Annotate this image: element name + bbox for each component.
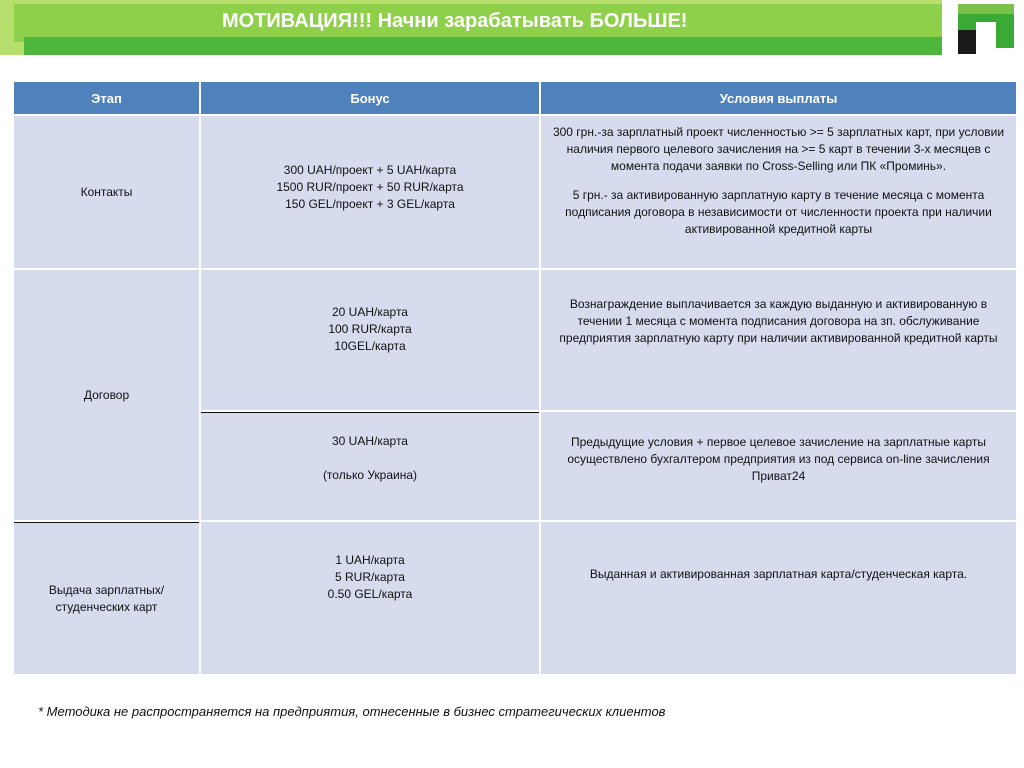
column-header-conditions: Условия выплаты bbox=[541, 82, 1016, 114]
header-banner bbox=[0, 0, 1024, 56]
conditions-cell bbox=[541, 270, 1016, 410]
column-header-stage: Этап bbox=[14, 82, 199, 114]
privatbank-logo-icon bbox=[952, 0, 1024, 60]
conditions-text: 300 грн.-за зарплатный проект численностью >= 5 зарплатных карт, при условии наличия первого целевого зачисления на >= 5 карт в течении 3-х месяцев с момента подачи заявки по Cross-Selling или ПК «Проминь». bbox=[552, 125, 1005, 173]
stage-label: Выдача зарплатных/ студенческих карт bbox=[48, 582, 165, 614]
conditions-text: 5 грн.- за активированную зарплатную карту в течение месяца с момента подписания договора в независимости от численности проекта при наличии активированной кредитной карты bbox=[565, 188, 992, 236]
bonus-line: 10GEL/карта bbox=[334, 339, 406, 353]
bonus-line: 1500 RUR/проект + 50 RUR/карта bbox=[276, 180, 464, 194]
bonus-line: 100 RUR/карта bbox=[328, 322, 412, 336]
stage-label: Договор bbox=[83, 387, 130, 402]
bonus-cell bbox=[201, 270, 539, 410]
banner-band-dark bbox=[24, 37, 942, 55]
stage-cell bbox=[14, 522, 199, 674]
conditions-text: Выданная и активированная зарплатная карта/студенческая карта. bbox=[589, 567, 968, 581]
motivation-table bbox=[12, 80, 1018, 676]
stage-cell bbox=[14, 270, 199, 520]
table-header-row bbox=[14, 82, 1016, 114]
bonus-line: 1 UAH/карта bbox=[335, 553, 405, 567]
table-row bbox=[14, 116, 1016, 268]
conditions-cell bbox=[541, 522, 1016, 674]
column-header-bonus: Бонус bbox=[201, 82, 539, 114]
bonus-line: 300 UAH/проект + 5 UAH/карта bbox=[283, 163, 457, 177]
bonus-line: 150 GEL/проект + 3 GEL/карта bbox=[285, 197, 455, 211]
table-row bbox=[14, 270, 1016, 410]
bonus-line: 30 UAH/карта bbox=[332, 434, 408, 448]
bonus-note: (только Украина) bbox=[322, 468, 418, 482]
bonus-cell bbox=[201, 412, 539, 520]
page-title: МОТИВАЦИЯ!!! Начни зарабатывать БОЛЬШЕ! bbox=[222, 10, 688, 32]
table-row bbox=[14, 522, 1016, 674]
conditions-text: Предыдущие условия + первое целевое зачисление на зарплатные карты осуществлено бухгалтером предприятия из под сервиса on-line зачисления Приват24 bbox=[567, 435, 990, 483]
bonus-line: 20 UAH/карта bbox=[332, 305, 408, 319]
bonus-cell bbox=[201, 522, 539, 674]
footnote: * Методика не распространяется на предприятия, отнесенные в бизнес стратегических клиентов bbox=[38, 704, 666, 719]
bonus-line: 0.50 GEL/карта bbox=[327, 587, 413, 601]
conditions-cell bbox=[541, 412, 1016, 520]
bonus-cell bbox=[201, 116, 539, 268]
conditions-cell bbox=[541, 116, 1016, 268]
stage-cell bbox=[14, 116, 199, 268]
bonus-line: 5 RUR/карта bbox=[335, 570, 405, 584]
conditions-text: Вознаграждение выплачивается за каждую выданную и активированную в течении 1 месяца с момента подписания договора на зп. обслуживание предприятия зарплатную карту при наличии активированной кредитной карты bbox=[559, 297, 998, 345]
stage-label: Контакты bbox=[80, 184, 133, 199]
